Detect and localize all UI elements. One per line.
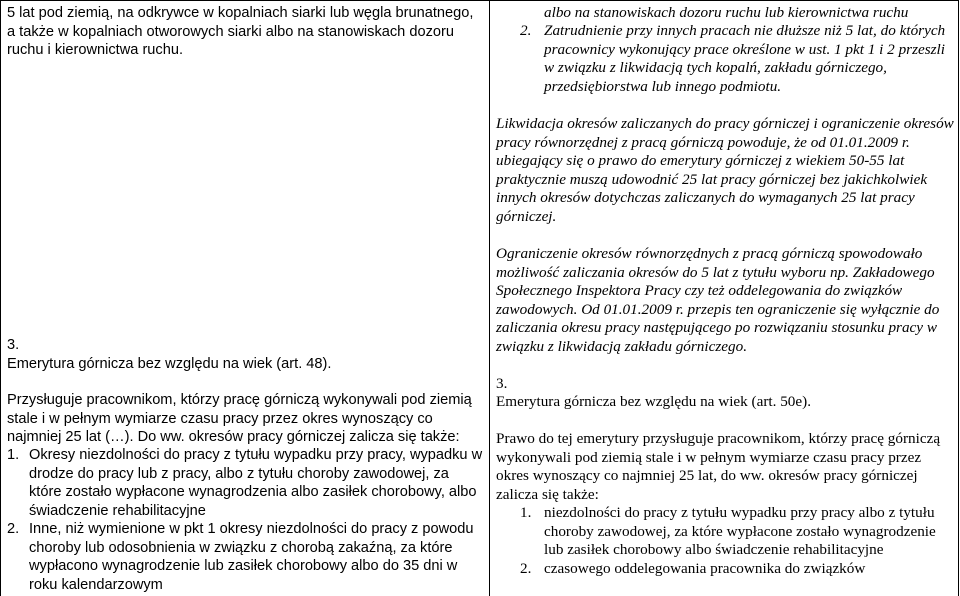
right-top-line: albo na stanowiskach dozoru ruchu lub kierownictwa ruchu — [544, 4, 909, 21]
right-body: Prawo do tej emerytury przysługuje pracownikom, którzy pracę górniczą wykonywali pod ziemią stale i w pełnym wymiarze czasu pracy przez okres wynoszący co najmniej 25 lat, do ww. okresów pracy górniczej zalicza się także: — [496, 430, 941, 503]
list-item — [496, 560, 954, 579]
list-item — [496, 504, 954, 560]
right-paragraph-1: Likwidacja okresów zaliczanych do pracy górniczej i ograniczenie okresów pracy równorzędnej z pracą górniczą powoduje, że od 01.01.2009 r. ubiegający się o prawo do emerytury górniczej z wiekiem 50-55 lat praktycznie muszą udowodnić 25 lat pracy górniczej bez jakichkolwiek innych okresów dotychczas zaliczanych do wymaganych 25 lat pracy górniczej. — [496, 115, 954, 225]
list-item-text: czasowego oddelegowania pracownika do związków — [544, 559, 866, 577]
left-list — [7, 446, 485, 594]
list-item-text: Inne, niż wymienione w pkt 1 okresy niezdolności do pracy z powodu choroby lub odosobnienia w związku z chorobą zakaźną, za które wypłacono wynagrodzenie lub zasiłek chorobowy albo do 35 dni w roku kalendarzowym — [29, 521, 474, 593]
list-item-text: niezdolności do pracy z tytułu wypadku przy pracy albo z tytułu choroby zawodowej, za które wypłacone zostało wynagrodzenie lub zasiłek chorobowy albo świadczenie rehabilitacyjne — [544, 504, 936, 559]
left-section-title: Emerytura górnicza bez względu na wiek (art. 48). — [7, 356, 332, 372]
right-section-title: Emerytura górnicza bez względu na wiek (art. 50e). — [496, 393, 811, 410]
left-body: Przysługuje pracownikom, którzy pracę górniczą wykonywali pod ziemią stale i w pełnym wymiarze czasu pracy przez okres wynoszący co najmniej 25 lat (…). Do ww. okresów pracy górniczej zalicza się także: — [7, 392, 472, 445]
list-item-number: 2. — [520, 559, 532, 577]
right-top-item — [520, 22, 954, 96]
list-item-number: 2. — [7, 521, 20, 537]
list-item-number: 2. — [520, 22, 532, 39]
list-item — [7, 446, 485, 520]
left-intro: 5 lat pod ziemią, na odkrywce w kopalniach siarki lub węgla brunatnego, a także w kopalniach otworowych siarki albo na stanowiskach dozoru ruchu i kierownictwa ruchu. — [7, 5, 474, 58]
column-divider — [489, 0, 490, 596]
right-section-number: 3. — [496, 375, 508, 392]
right-paragraph-2: Ograniczenie okresów równorzędnych z pracą górniczą spowodowało możliwość zaliczania okresów do 5 lat z tytułu wyboru np. Zakładowego Społecznego Inspektora Pracy czy też oddelegowania do związków zawodowych. Od 01.01.2009 r. przepis ten ograniczenie się wyłącznie do zaliczania okresu pracy następującego po rozwiązaniu stosunku pracy w związku z likwidacją zakładu górniczego. — [496, 245, 940, 355]
left-section-number: 3. — [7, 337, 20, 353]
list-item-text: Okresy niezdolności do pracy z tytułu wypadku przy pracy, wypadku w drodze do pracy lub z pracy, albo z tytułu choroby zawodowej, za które zostało wypłacone wynagrodzenia albo zasiłek chorobowy, albo świadczenie rehabilitacyjne — [29, 447, 483, 519]
list-item-number: 1. — [520, 504, 532, 521]
list-item-number: 1. — [7, 447, 20, 463]
right-list — [496, 504, 954, 578]
list-item-text: Zatrudnienie przy innych pracach nie dłuższe niż 5 lat, do których pracownicy wykonujący prace określone w ust. 1 pkt 1 i 2 przeszli w związku z likwidacją tych kopalń, zakładu górniczego, przedsiębiorstwa lub innego podmiotu. — [544, 22, 946, 95]
list-item — [7, 520, 485, 594]
